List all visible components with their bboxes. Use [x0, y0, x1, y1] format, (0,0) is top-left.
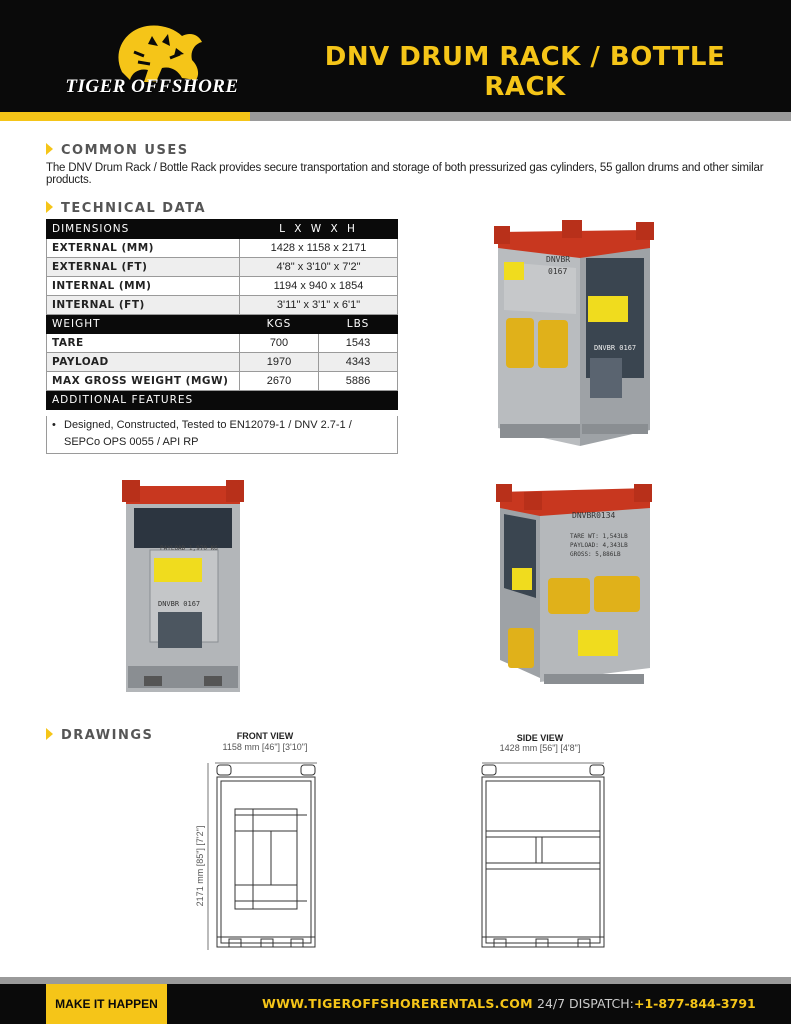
dimensions-header: DIMENSIONS: [47, 220, 240, 239]
tiger-icon: [118, 25, 202, 82]
photo-id-text: DNVBR0134: [572, 511, 616, 520]
kgs-header: KGS: [240, 315, 319, 334]
bullet: •: [52, 419, 56, 431]
arrow-icon: [46, 201, 53, 213]
table-row: INTERNAL (FT) 3'11" x 3'1" x 6'1": [47, 296, 398, 315]
footer-dispatch-label: 24/7 DISPATCH:: [537, 996, 634, 1011]
photo-gross-text: GROSS: 5,886LB: [570, 551, 621, 558]
drawings-heading: DRAWINGS: [46, 728, 153, 743]
rack-photo-angled: [490, 218, 658, 456]
features-box: [46, 416, 398, 454]
features-line: SEPCo OPS 0055 / API RP: [64, 436, 199, 448]
table-row: EXTERNAL (MM) 1428 x 1158 x 2171: [47, 239, 398, 258]
photo-id-text: DNVBR: [546, 255, 571, 264]
side-view-title: SIDE VIEW: [516, 733, 564, 743]
table-header-row: [47, 315, 398, 334]
side-view-drawing: [476, 755, 610, 955]
table-row: PAYLOAD 1970 4343: [47, 353, 398, 372]
table-row: EXTERNAL (FT) 4'8" x 3'10" x 7'2": [47, 258, 398, 277]
photo-plate-text: DNVBR 0167: [594, 344, 637, 352]
table-header-row: [47, 220, 398, 239]
rack-photo-front: [120, 476, 246, 698]
features-line: Designed, Constructed, Tested to EN12079-1 / DNV 2.7-1 /: [64, 419, 352, 431]
weight-header: WEIGHT: [47, 315, 240, 334]
front-width-label: 1158 mm [46"] [3'10"]: [222, 742, 308, 752]
arrow-icon: [46, 143, 53, 155]
table-row: MAX GROSS WEIGHT (MGW) 2670 5886: [47, 372, 398, 391]
dimensions-col-header: L X W X H: [240, 220, 398, 239]
table-row: INTERNAL (MM) 1194 x 940 x 1854: [47, 277, 398, 296]
footer-phone-link[interactable]: +1-877-844-3791: [634, 996, 756, 1011]
photo-payload-text: PAYLOAD: 4,343LB: [570, 542, 628, 549]
lbs-header: LBS: [319, 315, 398, 334]
photo-payload-text: PAYLOAD 1,970 KG: [160, 545, 218, 552]
photo-num-text: 0167: [548, 267, 568, 276]
front-view-title: FRONT VIEW: [236, 731, 294, 741]
brand-name: TIGER OFFSHORE: [65, 76, 239, 97]
table-row: TARE 700 1543: [47, 334, 398, 353]
arrow-icon: [46, 728, 53, 740]
common-uses-text: The DNV Drum Rack / Bottle Rack provides secure transportation and storage of both pressurized gas cylinders, 55 gallon drums and other similar products.: [46, 162, 764, 186]
rack-photo-loaded: [494, 478, 654, 700]
table-header-row: [47, 391, 398, 410]
photo-tare-text: TARE WT: 1,543LB: [570, 533, 628, 540]
front-height-label: 2171 mm [85"] [7'2"]: [195, 825, 205, 907]
front-view-drawing: [205, 755, 325, 955]
header-stripe-gray: [250, 112, 791, 121]
side-width-label: 1428 mm [56"] [4'8"]: [499, 743, 581, 753]
footer-website-link[interactable]: WWW.TIGEROFFSHORERENTALS.COM: [262, 996, 533, 1011]
footer-stripe: [0, 977, 791, 984]
header-stripe-yellow: [0, 112, 250, 121]
page-title: DNV DRUM RACK / BOTTLE RACK: [324, 42, 726, 102]
technical-data-heading: TECHNICAL DATA: [46, 201, 206, 216]
photo-plate-text: DNVBR 0167: [158, 600, 201, 608]
technical-data-table: [46, 219, 398, 410]
features-header: ADDITIONAL FEATURES: [47, 391, 398, 410]
footer-tagline: MAKE IT HAPPEN: [46, 984, 167, 1024]
common-uses-heading: COMMON USES: [46, 143, 189, 158]
